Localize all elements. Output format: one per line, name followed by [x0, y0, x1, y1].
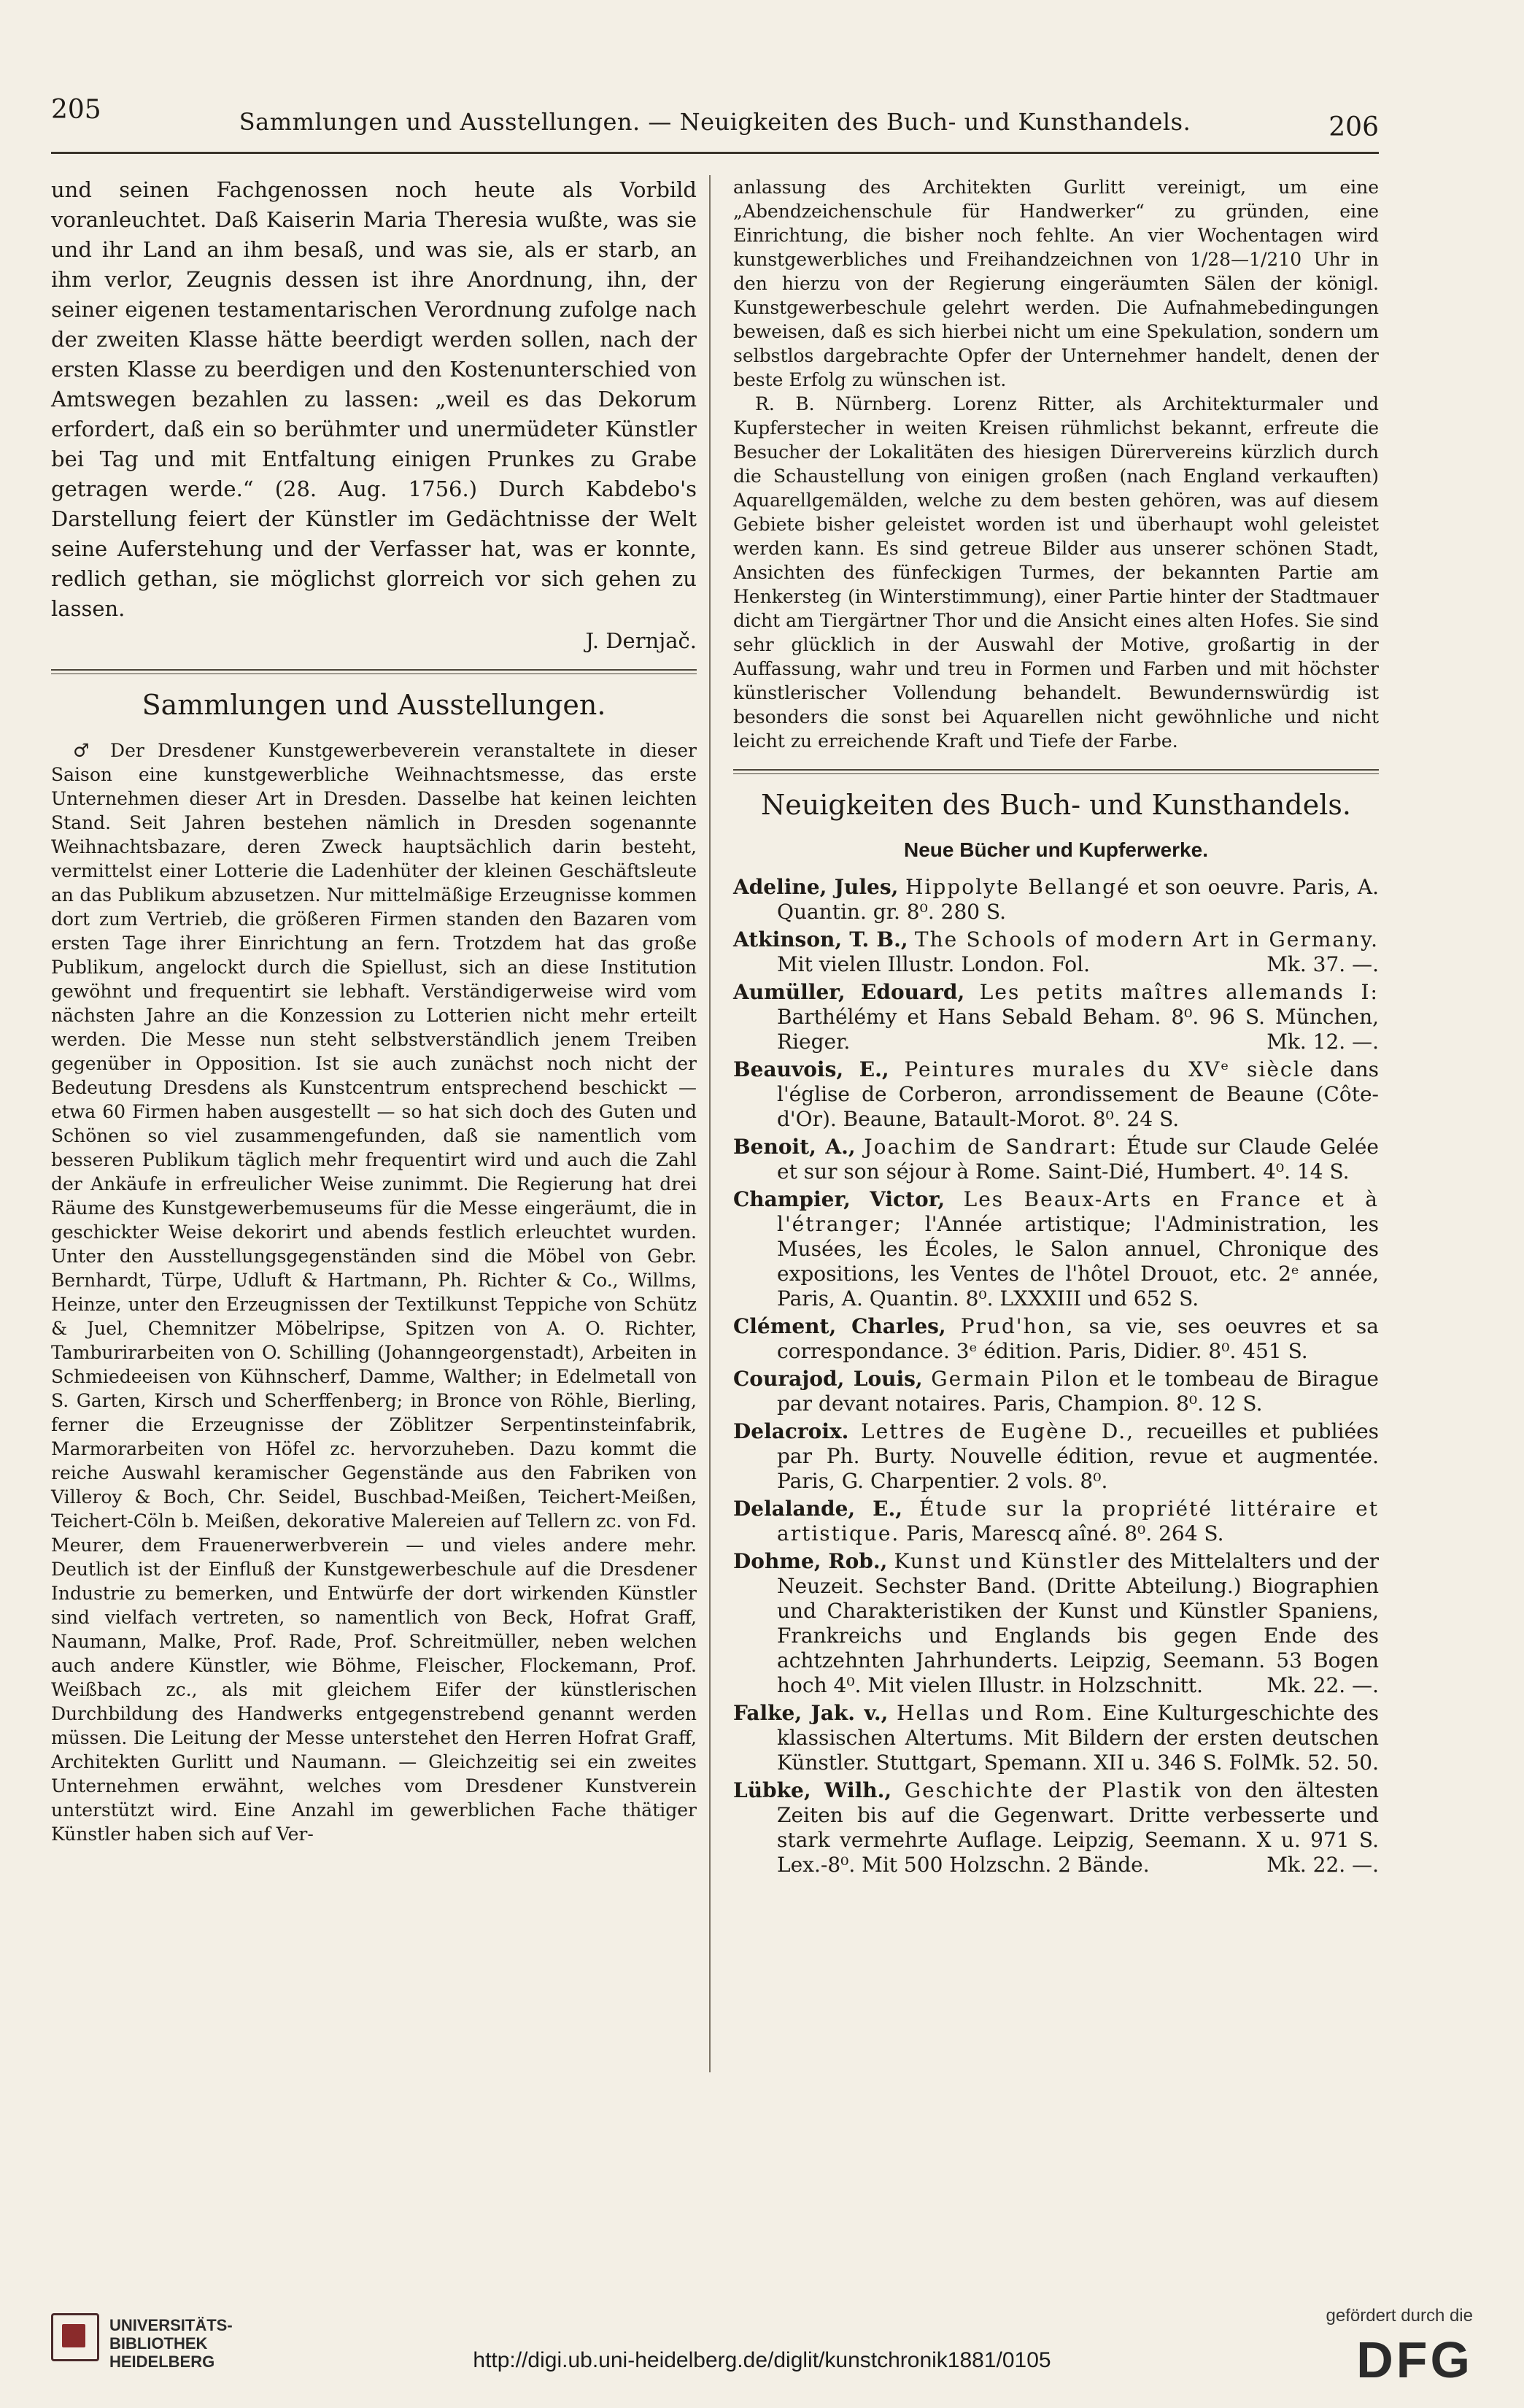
bibliography-entry [733, 1419, 1379, 1494]
entry-author: Lübke, Wilh., [733, 1778, 892, 1802]
entry-details: sa vie, ses oeuvres et sa correspondance. 3ᵉ édition. Paris, Didier. 8⁰. 451 S. [777, 1314, 1379, 1363]
entry-title: Prud'hon, [960, 1314, 1075, 1338]
bibliography-entry [733, 1701, 1379, 1775]
entry-author: Beauvois, E., [733, 1057, 889, 1081]
entry-author: Delacroix. [733, 1419, 849, 1443]
institution-line: UNIVERSITÄTS- [109, 2316, 233, 2334]
entry-title: Les Beaux-Arts en France et à l'étranger; [777, 1187, 1379, 1236]
section-rule [51, 669, 697, 671]
entry-title: Kunst und Künstler [894, 1549, 1121, 1573]
entry-price: Mk. 37. —. [1266, 952, 1379, 976]
entry-author: Benoit, A., [733, 1135, 856, 1159]
right-column [733, 175, 1379, 1880]
entry-title: Étude sur la propriété littéraire et artistique. [777, 1497, 1379, 1545]
running-header [51, 88, 1379, 146]
dfg-logo: DFG [1356, 2331, 1473, 2388]
digitization-footer [0, 2284, 1524, 2408]
bibliography-entry [733, 1314, 1379, 1364]
entry-details: Eine Kulturgeschichte des klassischen Altertums. Mit Bildern der ersten deutschen Künstler. Stuttgart, Spemann. XII u. 346 S. Fol. [777, 1701, 1379, 1775]
entry-details: recueilles et publiées par Ph. Burty. Nouvelle édition, revue et augmentée. Paris, G. Charpentier. 2 vols. 8⁰. [777, 1419, 1380, 1493]
review-conclusion: und seinen Fachgenossen noch heute als Vorbild voranleuchtet. Daß Kaiserin Maria Theresia wußte, was sie und ihr Land an ihm besaß, und was sie, als er starb, an ihm verlor, Zeugnis dessen ist ihre Anordnung, ihn, der seiner eigenen testamentarischen Verordnung zufolge nach der zweiten Klasse hätte beerdigt werden sollen, nach der ersten Klasse zu beerdigen und den Kostenunterschied von Amtswegen bezahlen zu lassen: „weil es das Dekorum erfordert, daß ein so berühmter und unermüdeter Künstler bei Tag und mit Entfaltung einigen Prunkes zu Grabe getragen werde.“ (28. Aug. 1756.) Durch Kabdebo's Darstellung feiert der Künstler im Gedächtnisse der Welt seine Auferstehung und der Verfasser hat, was er konnte, redlich gethan, sie möglichst glorreich vor sich gehen zu lassen. [51, 177, 697, 621]
bibliography-entry [733, 1778, 1379, 1878]
bibliography-entry [733, 1367, 1379, 1416]
section-title-exhibitions: Sammlungen und Ausstellungen. [142, 689, 606, 721]
running-title: Sammlungen und Ausstellungen. — Neuigkeiten des Buch- und Kunsthandels. [239, 108, 1191, 136]
section-rule-thin [733, 773, 1379, 774]
entry-title: Lettres de Eugène D., [861, 1419, 1135, 1443]
entry-details: dans l'église de Corberon, arrondissement de Beaune (Côte-d'Or). Beaune, Batault-Morot. 8⁰. 24 S. [777, 1057, 1379, 1131]
section-rule [733, 769, 1379, 771]
entry-title: Peintures murales du XVᵉ siècle [904, 1057, 1315, 1081]
review-signature: J. Dernjač. [585, 628, 697, 653]
entry-author: Falke, Jak. v., [733, 1701, 889, 1725]
column-divider [709, 175, 711, 2072]
exhibitions-article: ♂ Der Dresdener Kunstgewerbeverein veranstaltete in dieser Saison eine kunstgewerbliche Weihnachtsmesse, das erste Unternehmen dieser Art in Dresden. Dasselbe hat keinen leichten Stand. Seit Jahren bestehen nämlich in Dresden sogenannte Weihnachtsbazare, deren Zweck hauptsächlich darin besteht, vermittelst einer Lotterie die Ladenhüter der kleinen Geschäftsleute an das Publikum abzusetzen. Nur mittelmäßige Erzeugnisse kommen dort zum Vertrieb, die größeren Firmen standen den Bazaren vom ersten Tage ihrer Einrichtung an fern. Trotzdem hat das große Publikum, angelockt durch die Spiellust, sich an diese Institution gewöhnt und frequentirt sie lebhaft. Verständigerweise wird vom nächsten Jahre an die Konzession zu Lotterien nicht mehr erteilt werden. Die Messe nun steht selbstverständlich jenem Treiben gegenüber in Opposition. Ist sie auch zunächst noch nicht der Bedeutung Dresdens als Kunstcentrum entsprechend beschickt — etwa 60 Firmen haben ausgestellt — so hat sich doch des Guten und Schönen so viel zusammengefunden, daß sie namentlich vom besseren Publikum täglich mehr frequentirt wird und auch die Zahl der Ankäufe in erfreulicher Weise zunimmt. Die Regierung hat drei Räume des Kunstgewerbemuseums für die Messe eingeräumt, die in geschickter Weise dekorirt und abends festlich erleuchtet wurden. Unter den Ausstellungsgegenständen sind die Möbel von Gebr. Bernhardt, Türpe, Udluft & Hartmann, Ph. Richter & Co., Willms, Heinze, unter den Erzeugnissen der Textilkunst Teppiche von Schütz & Juel, Chemnitzer Möbelripse, Spitzen von A. O. Richter, Tamburirarbeiten von O. Schilling (Johanngeorgenstadt), Arbeiten in Schmiedeeisen von Kühnscherf, Damme, Walther; in Edelmetall von S. Garten, Kirsch und Scherffenberg; in Bronce von Röhle, Bierling, ferner die Erzeugnisse der Zöblitzer Serpentinsteinfabrik, Marmorarbeiten von Höfel zc. hervorzuheben. Dazu kommt die reiche Auswahl keramischer Gegenstände aus den Fabriken von Villeroy & Boch, Chr. Seidel, Buschbad-Meißen, Teichert-Meißen, Teichert-Cöln b. Meißen, dekorative Malereien auf Tellern zc. von Fd. Meurer, dem Frauenerwerbverein — und vieles andere mehr. Deutlich ist der Einfluß der Kunstgewerbeschule auf die Dresdener Industrie zu bemerken, und Entwürfe der dort wirkenden Künstler sind vielfach vertreten, so namentlich von Beck, Hofrat Graff, Naumann, Malke, Prof. Rade, Prof. Schreitmüller, neben welchen auch andere Künstler, wie Böhme, Fleischer, Flockemann, Prof. Weißbach zc., als mit gleichem Eifer der künstlerischen Durchbildung des Handwerks entgegenstrebend genannt werden müssen. Die Leitung der Messe unterstehet den Herren Hofrat Graff, Architekten Gurlitt und Naumann. — Gleichzeitig sei ein zweites Unternehmen erwähnt, welches vom Dresdener Kunstverein unterstützt wird. Eine Anzahl im gewerblichen Fache thätiger Künstler haben sich auf Ver- [51, 740, 697, 1845]
entry-details: von den ältesten Zeiten bis auf die Gegenwart. Dritte verbesserte und stark vermehrte Auflage. Leipzig, Seemann. X u. 971 S. Lex.-8⁰. Mit 500 Holzschn. 2 Bände. [777, 1778, 1380, 1877]
entry-author: Delalande, E., [733, 1497, 902, 1521]
entry-title: Geschichte der Plastik [904, 1778, 1183, 1802]
entry-author: Dohme, Rob., [733, 1549, 888, 1573]
entry-author: Courajod, Louis, [733, 1367, 923, 1391]
bibliography-entry [733, 927, 1379, 977]
institution-line: BIBLIOTHEK [109, 2334, 208, 2353]
entry-title: Joachim de Sandrart: [864, 1135, 1118, 1159]
page-number-left: 205 [51, 95, 101, 125]
bibliography-list [733, 875, 1379, 1878]
bibliography-entry [733, 875, 1379, 925]
entry-author: Adeline, Jules, [733, 875, 899, 899]
entry-details: des Mittelalters und der Neuzeit. Sechster Band. (Dritte Abteilung.) Biographien und Charakteristiken der Kunst und Künstler Spaniens, Frankreichs und Englands bis gegen Ende des achtzehnten Jahrhunderts. Leipzig, Seemann. 53 Bogen hoch 4⁰. Mit vielen Illustr. in Holzschnitt. [777, 1549, 1379, 1697]
source-url-link[interactable]: http://digi.ub.uni-heidelberg.de/diglit/kunstchronik1881/0105 [473, 2348, 1051, 2372]
page-number-right: 206 [1328, 112, 1379, 142]
entry-details: et le tombeau de Birague par devant notaires. Paris, Champion. 8⁰. 12 S. [777, 1367, 1379, 1416]
left-column [51, 175, 697, 1846]
entry-details: Étude sur Claude Gelée et sur son séjour à Rome. Saint-Dié, Humbert. 4⁰. 14 S. [777, 1135, 1379, 1184]
entry-details: Barthélémy et Hans Sebald Beham. 8⁰. 96 S. München, Rieger. [777, 1005, 1379, 1054]
bibliography-entry [733, 980, 1379, 1054]
entry-author: Clément, Charles, [733, 1314, 946, 1338]
funding-note: gefördert durch die [1326, 2306, 1473, 2326]
entry-details: et son oeuvre. Paris, A. Quantin. gr. 8⁰. 280 S. [777, 875, 1379, 924]
bibliography-entry [733, 1057, 1379, 1132]
bibliography-entry [733, 1497, 1379, 1546]
entry-price: Mk. 12. —. [1266, 1030, 1379, 1054]
section-subtitle-new-books: Neue Bücher und Kupferwerke. [904, 838, 1208, 861]
entry-title: Hellas und Rom. [896, 1701, 1094, 1725]
entry-author: Atkinson, T. B., [733, 927, 908, 952]
entry-details: l'Année artistique; l'Administration, les Musées, les Écoles, le Salon annuel, Chronique des expositions, les Ventes de l'hôtel Drouot, etc. 2ᵉ année, Paris, A. Quantin. 8⁰. LXXXIII und 652 S. [777, 1212, 1379, 1311]
bibliography-entry [733, 1549, 1379, 1698]
entry-price: Mk. 22. —. [1266, 1673, 1379, 1697]
entry-author: Champier, Victor, [733, 1187, 945, 1211]
bibliography-entry [733, 1187, 1379, 1311]
entry-price: Mk. 22. —. [1266, 1853, 1379, 1877]
entry-title: The Schools of modern Art in Germany. [914, 927, 1379, 952]
institution-line: HEIDELBERG [109, 2353, 215, 2371]
nuremberg-report: R. B. Nürnberg. Lorenz Ritter, als Architekturmaler und Kupferstecher in weiten Kreisen rühmlichst bekannt, erfreute die Besucher der Lokalitäten des hiesigen Dürervereins kürzlich durch die Schaustellung von einigen großen (nach England verkauften) Aquarellgemälden, welche zu dem besten gehören, was auf diesem Gebiete bisher geleistet worden ist und überhaupt wohl geleistet werden kann. Es sind getreue Bilder aus unserer schönen Stadt, Ansichten des fünfeckigen Turmes, der bekannten Partie am Henkersteg (in Winterstimmung), einer Partie hinter der Stadtmauer dicht am Tiergärtner Thor und die Ansicht eines alten Hofes. Sie sind sehr glücklich in der Auswahl der Motive, großartig in der Auffassung, wahr und treu in Formen und Farben und mit höchster künstlerischer Vollendung behandelt. Bewundernswürdig ist besonders die sonst bei Aquarellen nicht gewöhnliche und nicht leicht zu erreichende Kraft und Tiefe der Farbe. [733, 393, 1379, 752]
entry-details: Paris, Marescq aîné. 8⁰. 264 S. [906, 1521, 1224, 1545]
entry-author: Aumüller, Edouard, [733, 980, 965, 1004]
section-title-book-trade: Neuigkeiten des Buch- und Kunsthandels. [761, 789, 1351, 821]
entry-details: Mit vielen Illustr. London. Fol. [777, 952, 1091, 976]
entry-title: Hippolyte Bellangé [905, 875, 1131, 899]
exhibitions-article-continued: anlassung des Architekten Gurlitt vereinigt, um eine „Abendzeichenschule für Handwerker“ zu gründen, eine Einrichtung, die bisher noch fehlte. An vier Wochentagen wird kunstgewerbliches und Freihandzeichnen von 1/28—1/210 Uhr in den hierzu von der Regierung eingeräumten Sälen der königl. Kunstgewerbeschule gelehrt werden. Die Aufnahmebedingungen beweisen, daß es sich hierbei nicht um eine Spekulation, sondern um selbstlos dargebrachte Opfer der Unternehmer handelt, denen der beste Erfolg zu wünschen ist. [733, 177, 1379, 390]
header-rule [51, 152, 1379, 154]
entry-title: Les petits maîtres allemands I: [979, 980, 1379, 1004]
bibliography-entry [733, 1135, 1379, 1184]
entry-title: Germain Pilon [931, 1367, 1101, 1391]
entry-price: Mk. 52. 50. [1261, 1751, 1379, 1775]
